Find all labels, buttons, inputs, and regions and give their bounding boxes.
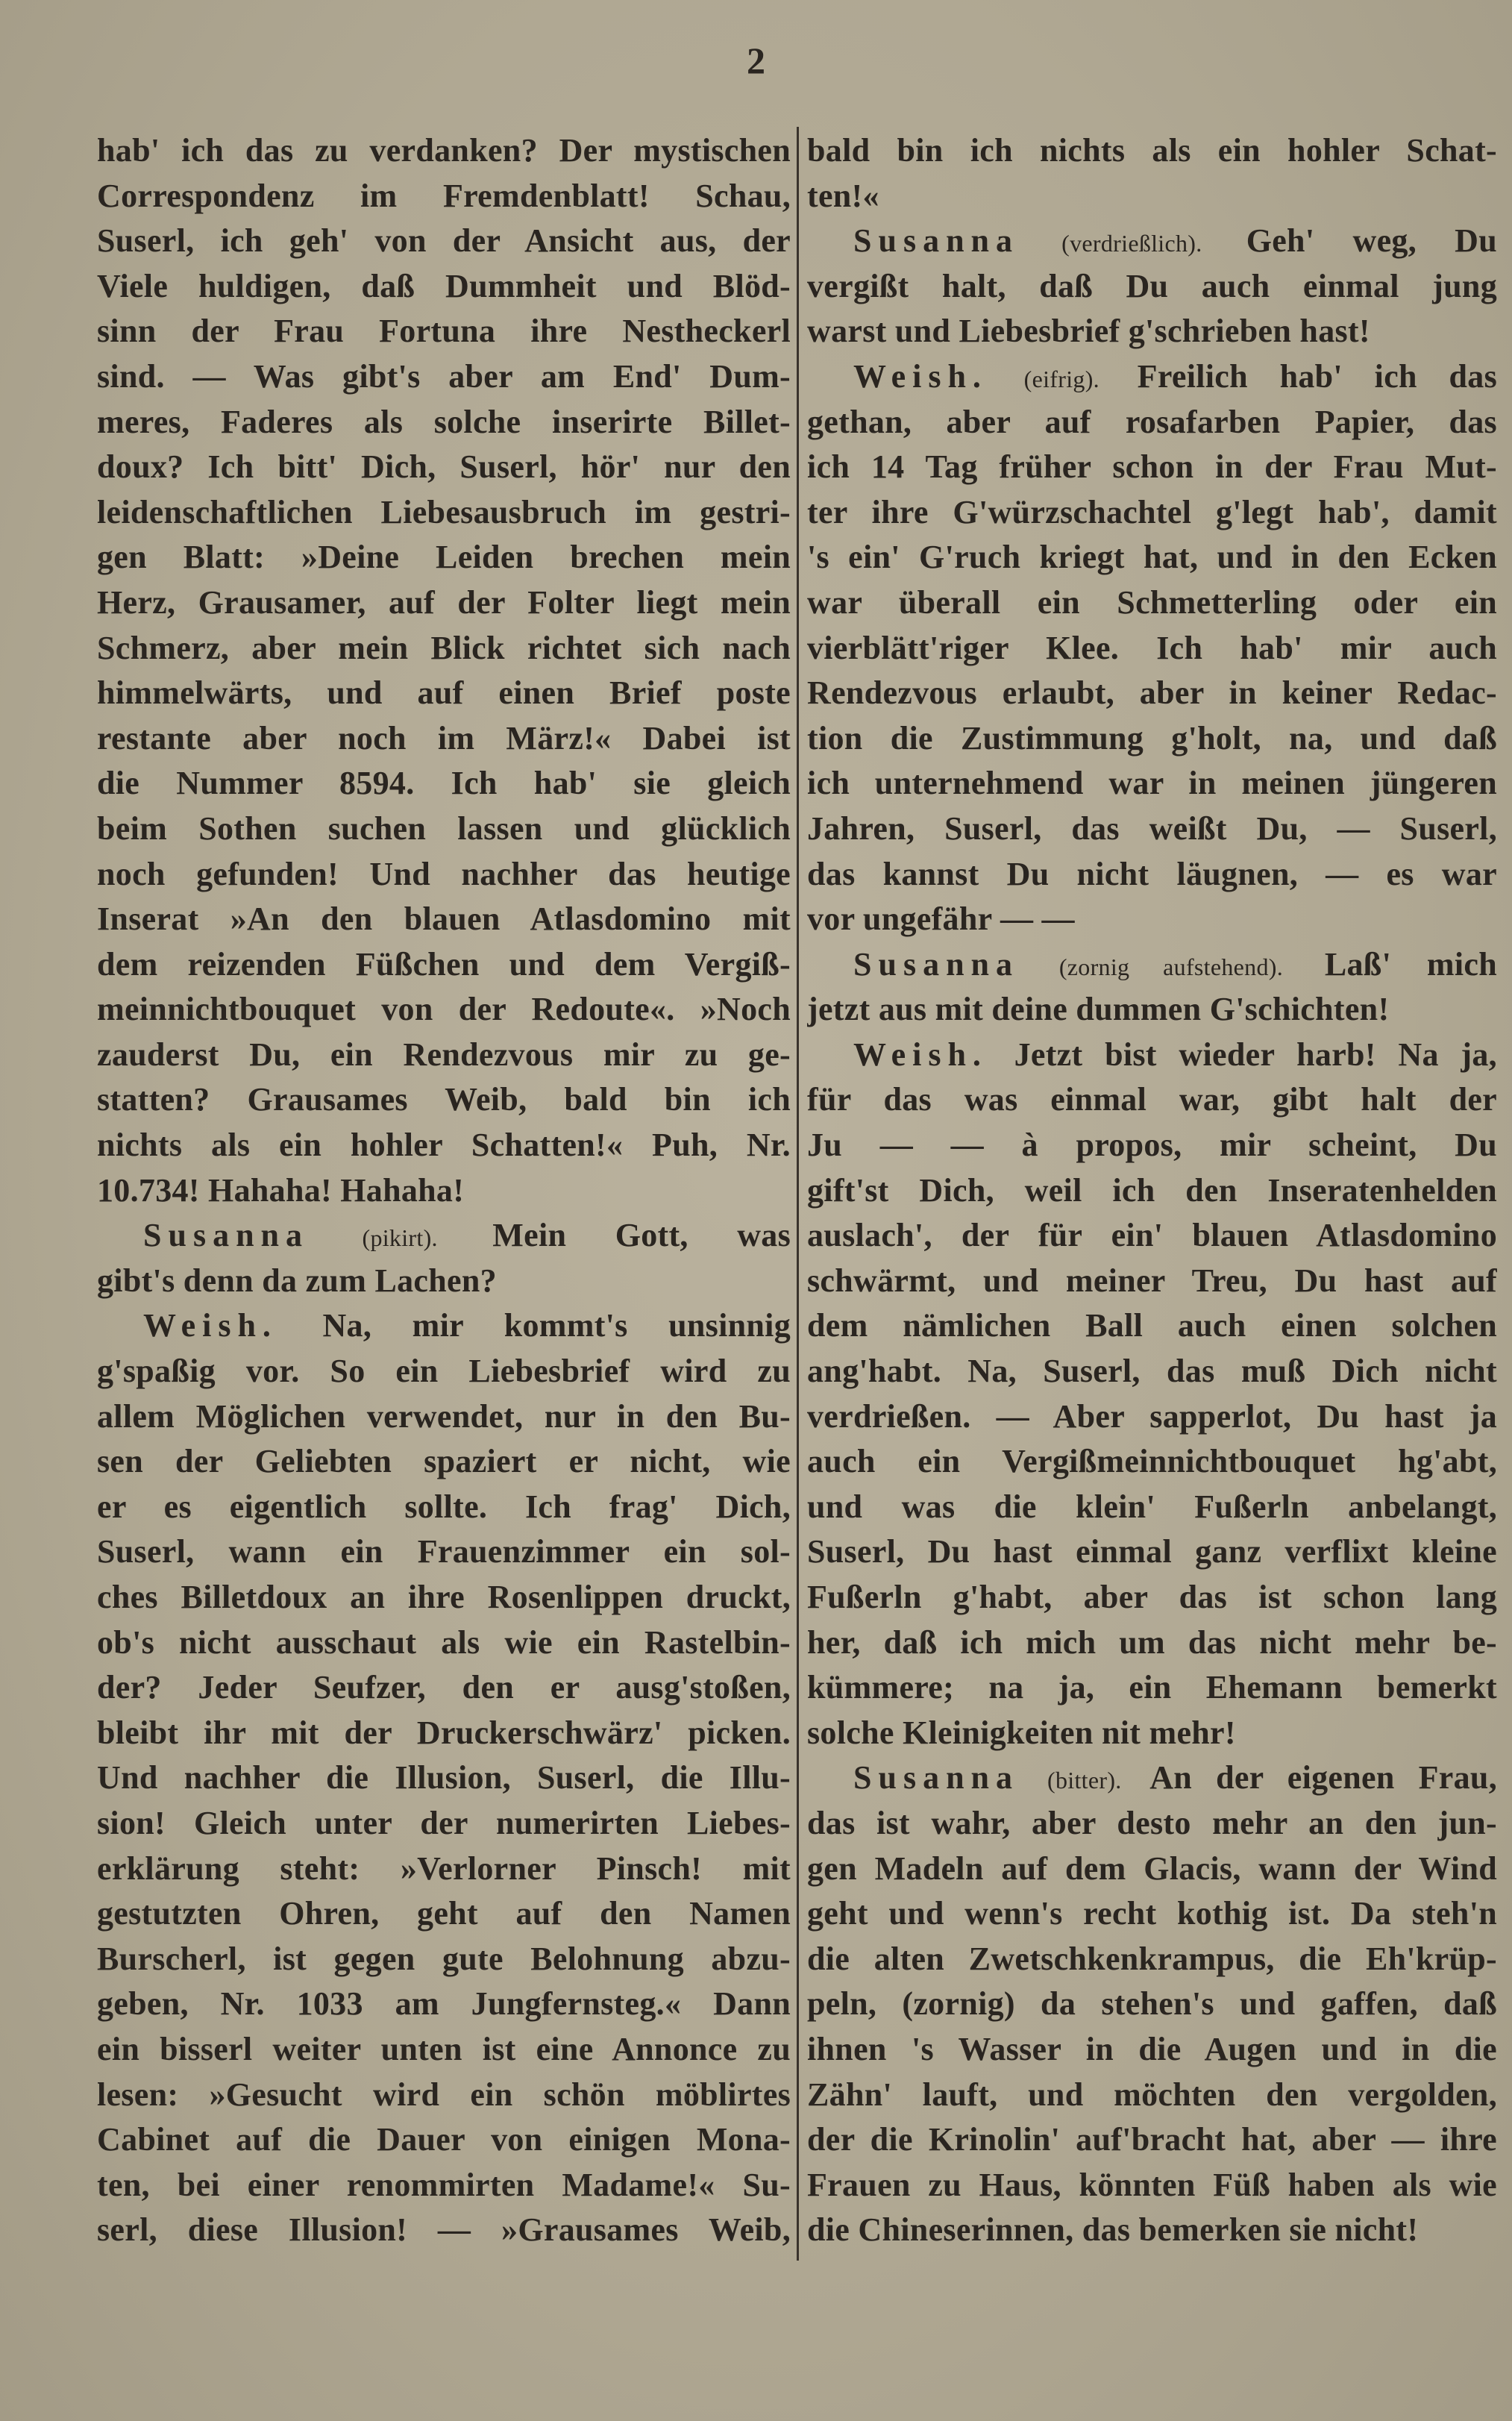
text-line	[97, 1529, 791, 1575]
text-line	[97, 174, 791, 219]
text-line	[97, 1394, 791, 1440]
line-text: sinn der Frau Fortuna ihre Nestheckerl	[97, 313, 791, 350]
line-text: gen Blatt: »Deine Leiden brechen mein	[97, 539, 791, 576]
text-line	[97, 309, 791, 354]
line-text: Zähn' lauft, und möchten den vergolden,	[807, 2076, 1497, 2113]
text-line	[97, 1847, 791, 1892]
text-line	[97, 1033, 791, 1078]
text-line	[807, 1620, 1497, 1666]
text-line	[807, 1982, 1497, 2027]
line-text: tion die Zustimmung g'holt, na, und daß	[807, 719, 1497, 757]
text-line	[97, 897, 791, 942]
line-text: er es eigentlich sollte. Ich frag' Dich,	[97, 1488, 791, 1525]
text-line	[807, 1801, 1497, 1847]
text-line	[97, 942, 791, 988]
text-line	[807, 580, 1497, 626]
line-text: das ist wahr, aber desto mehr an den jun-	[807, 1804, 1497, 1841]
text-line	[807, 2027, 1497, 2073]
line-text: bald bin ich nichts als ein hohler Schat-	[807, 132, 1497, 169]
text-line	[807, 1891, 1497, 1937]
line-text: Ju — — à propos, mir scheint, Du	[807, 1127, 1497, 1164]
text-line	[97, 400, 791, 445]
line-text: ich 14 Tag früher schon in der Frau Mut-	[807, 448, 1497, 486]
line-text: vierblätt'riger Klee. Ich hab' mir auch	[807, 629, 1497, 666]
text-line	[807, 309, 1497, 354]
text-line	[97, 264, 791, 310]
line-text: gift'st Dich, weil ich den Inseratenhelden	[807, 1171, 1497, 1209]
line-text: ein bisserl weiter unten ist eine Annonce zu	[97, 2030, 791, 2067]
line-text: Fußerln g'habt, aber das ist schon lang	[807, 1579, 1497, 1615]
line-text: ten, bei einer renommirten Madame!« Su-	[97, 2166, 791, 2203]
line-text: sind. — Was gibt's aber am End' Dum-	[97, 357, 791, 395]
line-text: Burscherl, ist gegen gute Belohnung abzu-	[97, 1940, 791, 1977]
text-line	[97, 1937, 791, 1982]
text-line	[807, 445, 1497, 490]
text-line	[97, 1168, 791, 1214]
text-line	[97, 1213, 791, 1259]
line-text: Herz, Grausamer, auf der Folter liegt mein	[97, 583, 791, 621]
line-text: 's ein' G'ruch kriegt hat, und in den Ecken	[807, 539, 1497, 576]
text-line	[807, 2163, 1497, 2208]
line-text: lesen: »Gesucht wird ein schön möblirtes	[97, 2076, 791, 2113]
text-line	[807, 1349, 1497, 1394]
text-line	[97, 535, 791, 580]
text-line	[97, 671, 791, 716]
stage-direction: (zornig aufstehend).	[1058, 953, 1284, 980]
line-text: geben, Nr. 1033 am Jungfernsteg.« Dann	[97, 1985, 791, 2023]
line-text: Suserl, Du hast einmal ganz verflixt kleine	[807, 1533, 1497, 1570]
line-text: vergißt halt, daß Du auch einmal jung	[807, 267, 1497, 304]
speaker-name: Weish.	[853, 1036, 988, 1073]
line-text: bleibt ihr mit der Druckerschwärz' picken.	[97, 1714, 791, 1751]
line-text: dem reizenden Füßchen und dem Vergiß-	[97, 945, 791, 983]
text-line	[97, 2163, 791, 2208]
text-line	[97, 716, 791, 762]
line-text: dem nämlichen Ball auch einen solchen	[807, 1307, 1497, 1344]
text-line	[97, 1801, 791, 1847]
text-line	[807, 400, 1497, 445]
line-text: jetzt aus mit deine dummen G'schichten!	[807, 991, 1390, 1028]
text-line	[807, 1033, 1497, 1078]
text-line	[97, 1665, 791, 1711]
line-text: solche Kleinigkeiten nit mehr!	[807, 1714, 1236, 1751]
right-text-column	[807, 128, 1497, 2253]
text-line	[807, 1665, 1497, 1711]
line-text: Na, mir kommt's unsinnig	[322, 1307, 791, 1344]
text-line	[97, 2027, 791, 2073]
line-text: war überall ein Schmetterling oder ein	[807, 583, 1497, 621]
speaker-name: Susanna	[853, 222, 1020, 260]
stage-direction: (bitter).	[1047, 1767, 1122, 1794]
text-line	[97, 852, 791, 898]
text-line	[97, 1575, 791, 1620]
line-text: gen Madeln auf dem Glacis, wann der Wind	[807, 1850, 1497, 1887]
line-text: peln, (zornig) da stehen's und gaffen, daß	[807, 1985, 1497, 2023]
column-divider	[797, 127, 799, 2261]
line-text: ches Billetdoux an ihre Rosenlippen druckt,	[97, 1579, 791, 1615]
line-text: Jetzt bist wieder harb! Na ja,	[1014, 1036, 1497, 1073]
line-text: her, daß ich mich um das nicht mehr be-	[807, 1623, 1497, 1661]
text-line	[807, 264, 1497, 310]
text-line	[807, 987, 1497, 1033]
page-number: 2	[747, 40, 765, 81]
line-text: Cabinet auf die Dauer von einigen Mona-	[97, 2121, 791, 2158]
text-line	[807, 1259, 1497, 1304]
text-line	[97, 354, 791, 400]
text-line	[97, 626, 791, 671]
line-text: statten? Grausames Weib, bald bin ich	[97, 1081, 791, 1118]
line-text: nichts als ein hohler Schatten!« Puh, Nr.	[97, 1127, 791, 1164]
line-text: Suserl, ich geh' von der Ansicht aus, der	[97, 222, 791, 260]
text-line	[807, 354, 1497, 400]
line-text: vor ungefähr — —	[807, 901, 1075, 938]
speaker-name: Susanna	[143, 1217, 310, 1254]
line-text: Viele huldigen, daß Dummheit und Blöd-	[97, 267, 791, 304]
line-text: das kannst Du nicht läugnen, — es war	[807, 855, 1497, 892]
line-text: auslach', der für ein' blauen Atlasdomino	[807, 1217, 1497, 1254]
text-line	[807, 1077, 1497, 1123]
line-text: ang'habt. Na, Suserl, das muß Dich nicht	[807, 1353, 1497, 1390]
line-text: die Chineserinnen, das bemerken sie nicht!	[807, 2211, 1419, 2249]
line-text: der die Krinolin' auf'bracht hat, aber — ihre	[807, 2121, 1497, 2158]
line-text: und was die klein' Fußerln anbelangt,	[807, 1488, 1497, 1525]
text-line	[807, 174, 1497, 219]
text-line	[97, 128, 791, 174]
text-line	[807, 1711, 1497, 1756]
line-text: Jahren, Suserl, das weißt Du, — Suserl,	[807, 809, 1497, 847]
line-text: auch ein Vergißmeinnichtbouquet hg'abt,	[807, 1443, 1497, 1480]
line-text: Schmerz, aber mein Blick richtet sich nach	[97, 629, 791, 666]
text-line	[807, 807, 1497, 852]
line-text: Und nachher die Illusion, Suserl, die Illu-	[97, 1759, 791, 1797]
text-line	[97, 1756, 791, 1801]
text-line	[97, 580, 791, 626]
line-text: himmelwärts, und auf einen Brief poste	[97, 674, 791, 712]
line-text: Suserl, wann ein Frauenzimmer ein sol-	[97, 1533, 791, 1570]
text-line	[97, 1982, 791, 2027]
line-text: ter ihre G'würzschachtel g'legt hab', damit	[807, 493, 1497, 530]
line-text: allem Möglichen verwendet, nur in den Bu-	[97, 1397, 791, 1435]
text-line	[97, 219, 791, 264]
line-text: ob's nicht ausschaut als wie ein Rastelbin-	[97, 1623, 791, 1661]
line-text: Frauen zu Haus, könnten Füß haben als wie	[807, 2166, 1497, 2203]
text-line	[807, 2208, 1497, 2253]
line-text: leidenschaftlichen Liebesausbruch im gestri-	[97, 493, 791, 530]
left-text-column	[97, 128, 791, 2253]
text-line	[97, 490, 791, 536]
text-line	[97, 445, 791, 490]
text-line	[97, 761, 791, 807]
text-line	[97, 807, 791, 852]
text-line	[97, 1259, 791, 1304]
line-text: serl, diese Illusion! — »Grausames Weib,	[97, 2211, 791, 2249]
line-text: verdrießen. — Aber sapperlot, Du hast ja	[807, 1397, 1497, 1435]
line-text: Mein Gott, was	[492, 1217, 791, 1254]
text-line	[807, 897, 1497, 942]
text-line	[807, 671, 1497, 716]
text-line	[807, 1756, 1497, 1801]
line-text: der? Jeder Seufzer, den er ausg'stoßen,	[97, 1669, 791, 1706]
text-line	[807, 852, 1497, 898]
line-text: geht und wenn's recht kothig ist. Da steh'n	[807, 1895, 1497, 1932]
text-line	[807, 1937, 1497, 1982]
text-line	[97, 1077, 791, 1123]
line-text: noch gefunden! Und nachher das heutige	[97, 855, 791, 892]
line-text: sen der Geliebten spaziert er nicht, wie	[97, 1443, 791, 1480]
line-text: doux? Ich bitt' Dich, Suserl, hör' nur den	[97, 448, 791, 486]
line-text: erklärung steht: »Verlorner Pinsch! mit	[97, 1850, 791, 1887]
text-line	[807, 1394, 1497, 1440]
text-line	[807, 1168, 1497, 1214]
text-line	[807, 2073, 1497, 2118]
text-line	[97, 1439, 791, 1485]
text-line	[97, 1711, 791, 1756]
text-line	[97, 1303, 791, 1349]
line-text: sion! Gleich unter der numerirten Liebes-	[97, 1804, 791, 1841]
text-line	[807, 716, 1497, 762]
text-line	[97, 1123, 791, 1168]
text-line	[807, 761, 1497, 807]
text-line	[807, 1303, 1497, 1349]
speaker-name: Susanna	[853, 1759, 1020, 1797]
text-line	[807, 1529, 1497, 1575]
line-text: zauderst Du, ein Rendezvous mir zu ge-	[97, 1036, 791, 1073]
line-text: Geh' weg, Du	[1246, 222, 1497, 260]
line-text: gibt's denn da zum Lachen?	[97, 1262, 497, 1299]
line-text: die Nummer 8594. Ich hab' sie gleich	[97, 765, 791, 802]
line-text: Correspondenz im Fremdenblatt! Schau,	[97, 177, 791, 214]
text-line	[97, 1485, 791, 1530]
text-line	[807, 1847, 1497, 1892]
line-text: ihnen 's Wasser in die Augen und in die	[807, 2030, 1497, 2067]
stage-direction: (verdrießlich).	[1061, 230, 1202, 257]
text-line	[807, 490, 1497, 536]
text-line	[97, 1891, 791, 1937]
text-line	[97, 987, 791, 1033]
line-text: warst und Liebesbrief g'schrieben hast!	[807, 313, 1370, 350]
line-text: gethan, aber auf rosafarben Papier, das	[807, 403, 1497, 440]
line-text: meres, Faderes als solche inserirte Billet-	[97, 403, 791, 440]
text-line	[807, 2117, 1497, 2163]
text-line	[807, 128, 1497, 174]
line-text: g'spaßig vor. So ein Liebesbrief wird zu	[97, 1353, 791, 1390]
speaker-name: Weish.	[143, 1307, 277, 1344]
text-line	[97, 1620, 791, 1666]
line-text: beim Sothen suchen lassen und glücklich	[97, 809, 791, 847]
line-text: An der eigenen Frau,	[1149, 1759, 1497, 1797]
text-line	[807, 1123, 1497, 1168]
text-line	[807, 942, 1497, 988]
line-text: für das was einmal war, gibt halt der	[807, 1081, 1497, 1118]
line-text: schwärmt, und meiner Treu, Du hast auf	[807, 1262, 1497, 1299]
line-text: hab' ich das zu verdanken? Der mystischen	[97, 132, 791, 169]
text-line	[807, 626, 1497, 671]
text-line	[807, 1485, 1497, 1530]
stage-direction: (eifrig).	[1023, 365, 1100, 392]
text-line	[807, 219, 1497, 264]
line-text: meinnichtbouquet von der Redoute«. »Noch	[97, 991, 791, 1028]
line-text: ich unternehmend war in meinen jüngeren	[807, 765, 1497, 802]
line-text: Rendezvous erlaubt, aber in keiner Redac-	[807, 674, 1497, 712]
text-line	[97, 1349, 791, 1394]
text-line	[807, 1213, 1497, 1259]
line-text: restante aber noch im März!« Dabei ist	[97, 719, 791, 757]
speaker-name: Weish.	[853, 357, 988, 395]
text-line	[97, 2117, 791, 2163]
line-text: Freilich hab' ich das	[1137, 357, 1497, 395]
text-line	[97, 2073, 791, 2118]
line-text: kümmere; na ja, ein Ehemann bemerkt	[807, 1669, 1497, 1706]
text-line	[97, 2208, 791, 2253]
line-text: ten!«	[807, 177, 879, 214]
line-text: Laß' mich	[1324, 945, 1497, 983]
line-text: gestutzten Ohren, geht auf den Namen	[97, 1895, 791, 1932]
text-line	[807, 1575, 1497, 1620]
line-text: die alten Zwetschkenkrampus, die Eh'krüp-	[807, 1940, 1497, 1977]
text-line	[807, 535, 1497, 580]
line-text: Inserat »An den blauen Atlasdomino mit	[97, 901, 791, 938]
speaker-name: Susanna	[853, 945, 1020, 983]
stage-direction: (pikirt).	[362, 1224, 438, 1252]
line-text: 10.734! Hahaha! Hahaha!	[97, 1171, 465, 1209]
text-line	[807, 1439, 1497, 1485]
